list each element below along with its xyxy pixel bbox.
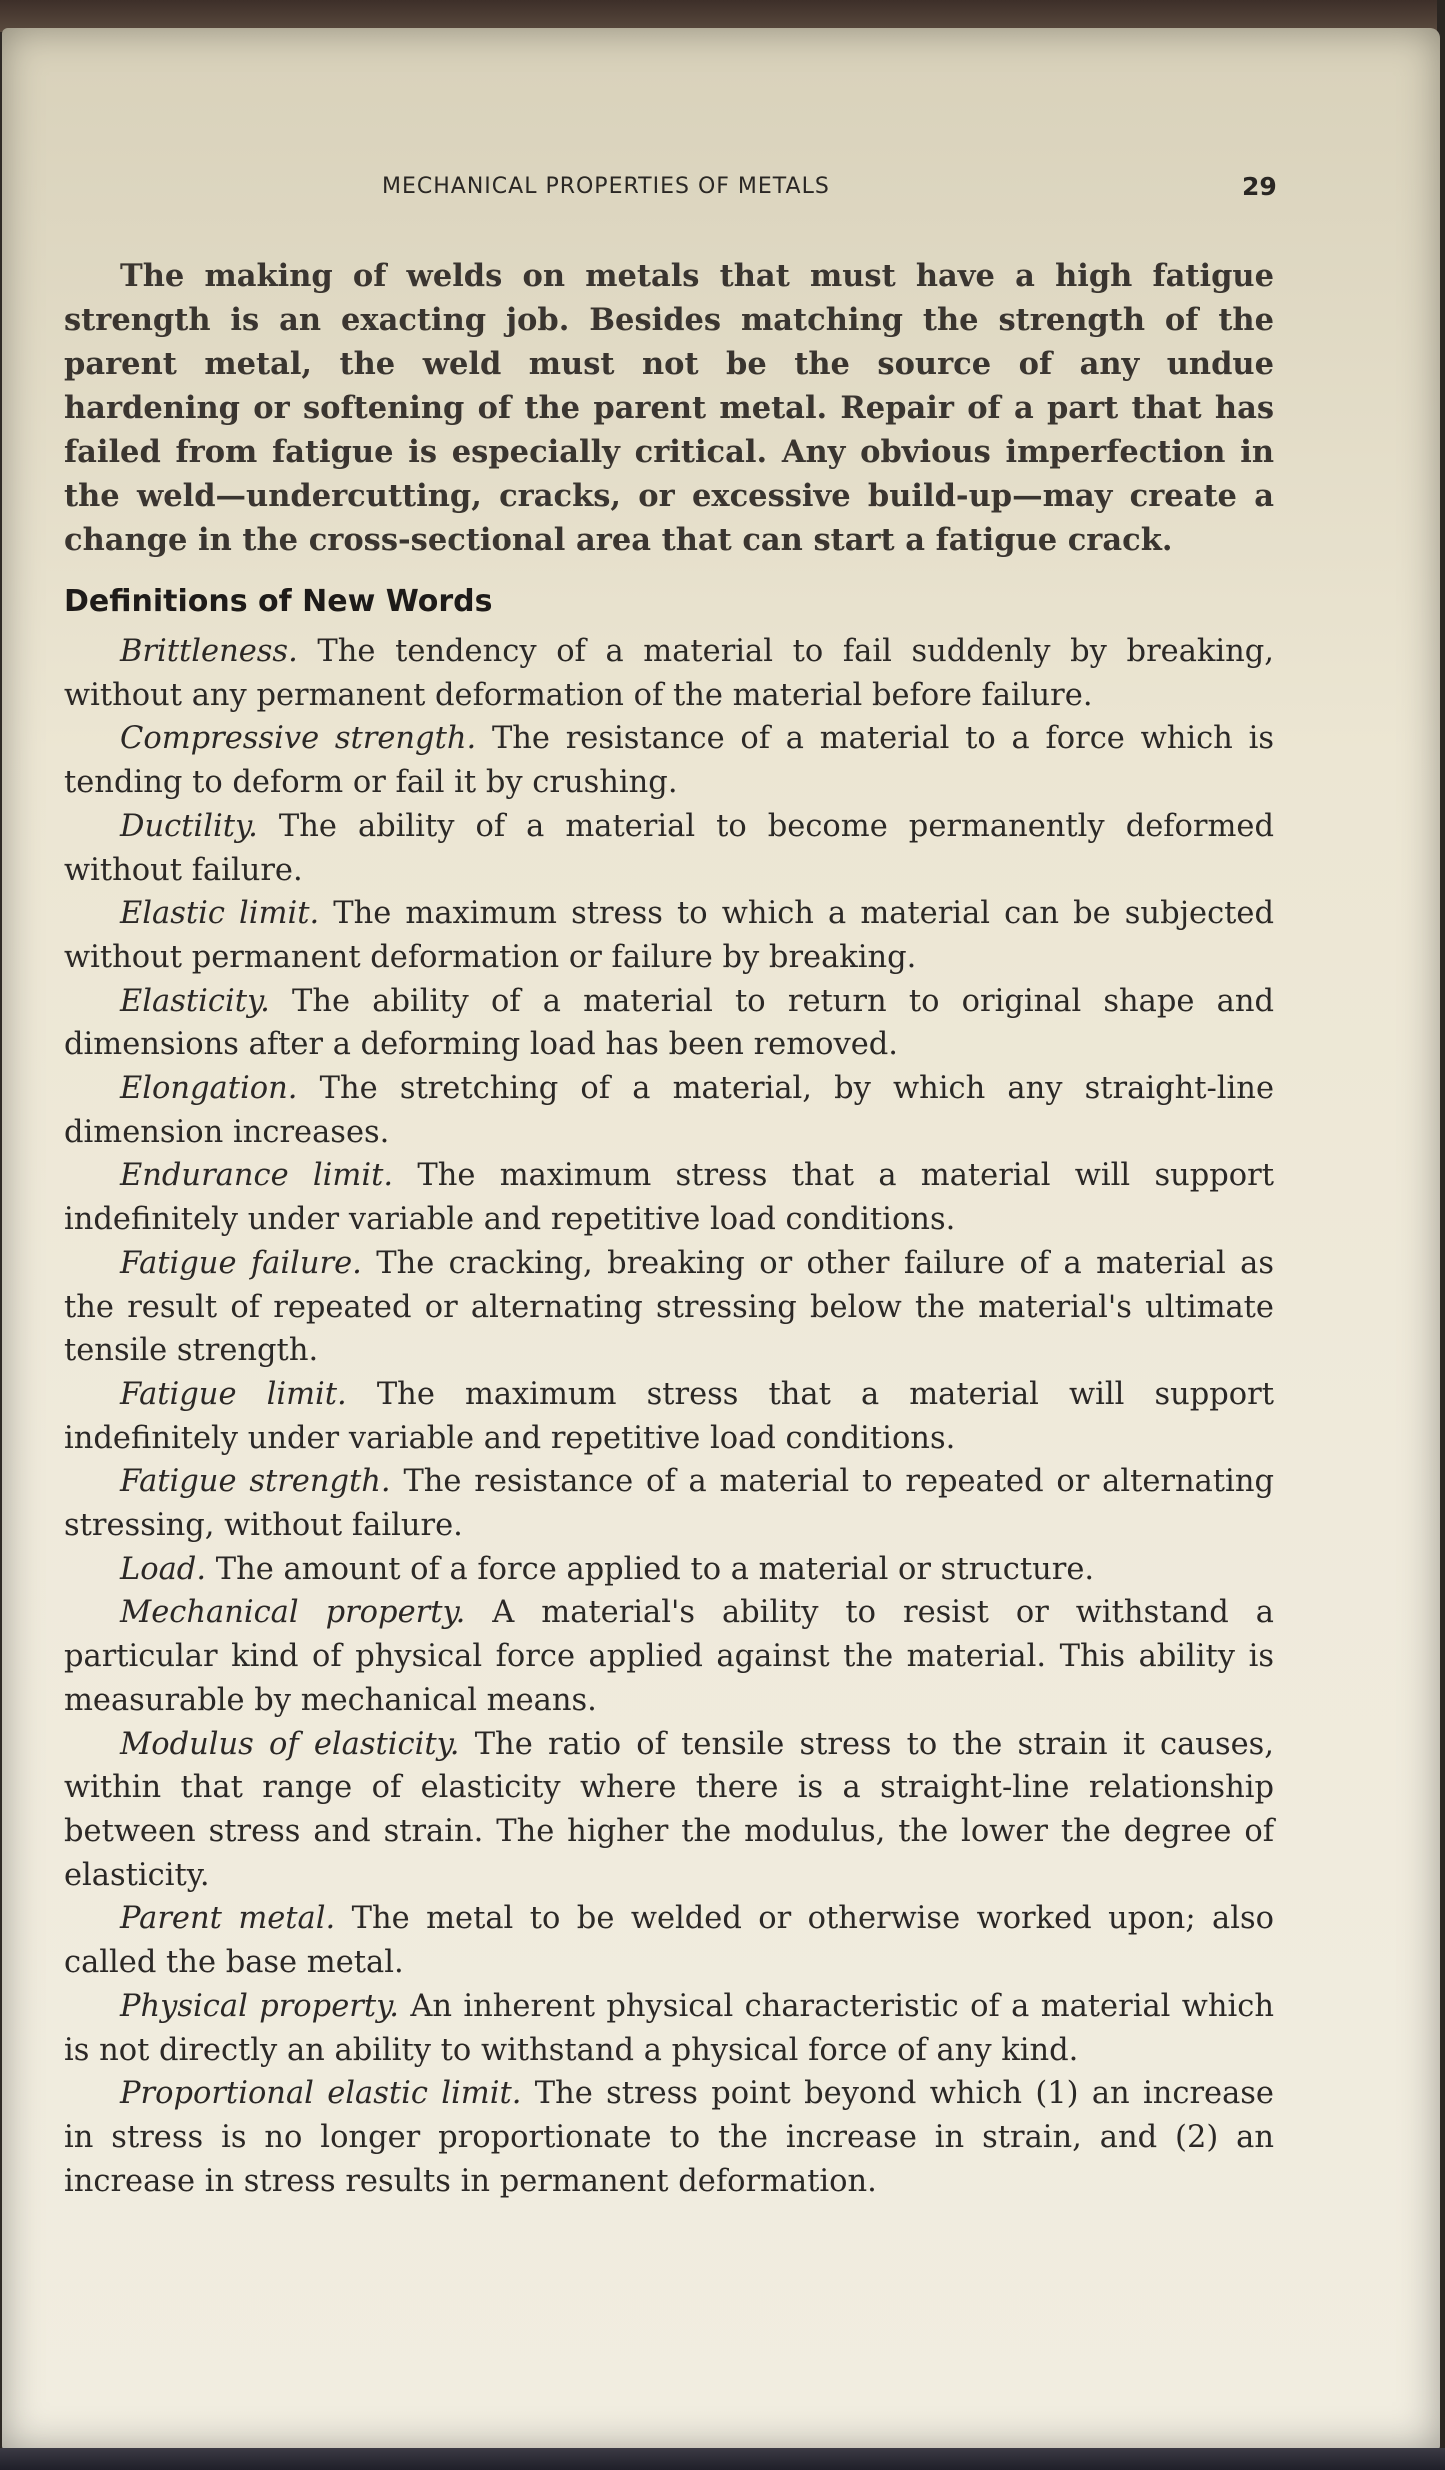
page-number: 29 [1242,172,1277,201]
definition-text: The stretching of a material, by which any straight-line dimension increases. [64,1071,1275,1150]
definition-text: The resistance of a material to repeated or alternating stressing, without failure. [64,1464,1274,1544]
definition-term: Elastic limit. [120,896,320,932]
definition-fatigue-failure [64,1242,1274,1373]
definition-text: The maximum stress to which a material can be subjected without permanent deformation or failure by breaking. [64,896,1275,975]
running-title: MECHANICAL PROPERTIES OF METALS [382,174,830,199]
definition-text: The ratio of tensile stress to the strain it causes, within that range of elasticity where there is a straight-line relationship between stress and strain. The higher the modulus, the lower the degree of elasticity. [64,1726,1274,1893]
definition-text: The ability of a material to become permanently deformed without failure. [64,808,1274,888]
definition-term: Modulus of elasticity. [120,1726,460,1762]
definition-term: Elasticity. [120,983,270,1019]
definition-term: Load. [120,1551,207,1587]
section-heading: Definitions of New Words [64,584,493,619]
definition-text: The cracking, breaking or other failure of a material as the result of repeated or alternating stressing below the material's ultimate tensile strength. [64,1245,1274,1369]
definition-term: Fatigue limit. [120,1376,347,1412]
book-page [2,28,1440,2450]
definition-endurance-limit [64,1154,1274,1241]
definition-load [64,1548,1274,1592]
definition-parent-metal [64,1897,1274,1984]
definitions-list [64,630,1274,2203]
definition-elastic-limit [64,892,1274,979]
definition-text: An inherent physical characteristic of a material which is not directly an ability to withstand a physical force of any kind. [64,1988,1274,2068]
definition-fatigue-limit [64,1373,1274,1460]
definition-text: The resistance of a material to a force which is tending to deform or fail it by crushing. [64,721,1274,801]
definition-term: Endurance limit. [120,1158,394,1194]
intro-paragraph: The making of welds on metals that must have a high fatigue strength is an exacting job. Besides matching the strength of the parent metal, the weld must not be the source of any undue hardening or softening of the parent metal. Repair of a part that has failed from fatigue is especially critical. Any obvious imperfection in the weld—undercutting, cracks, or excessive build-up—may create a change in the cross-sectional area that can start a fatigue crack. [64,258,1274,558]
definition-term: Ductility. [120,808,258,844]
definition-ductility [64,805,1274,892]
definition-text: The maximum stress that a material will support indefinitely under variable and repetitive load conditions. [64,1376,1274,1456]
definition-modulus-of-elasticity [64,1723,1274,1898]
definition-text: The amount of a force applied to a material or structure. [215,1551,1095,1587]
definition-term: Fatigue failure. [120,1245,362,1281]
definition-text: The metal to be welded or otherwise worked upon; also called the base metal. [64,1901,1274,1981]
definition-elasticity [64,980,1274,1067]
definition-mechanical-property [64,1591,1274,1722]
definition-compressive-strength [64,717,1274,804]
definition-term: Proportional elastic limit. [120,2076,522,2112]
definition-elongation [64,1067,1274,1154]
definition-brittleness [64,630,1274,717]
definition-term: Physical property. [120,1988,399,2024]
definition-proportional-elastic-limit [64,2072,1274,2203]
definition-term: Brittleness. [120,634,298,669]
definition-physical-property [64,1985,1274,2072]
definition-term: Parent metal. [120,1901,336,1937]
definition-fatigue-strength [64,1460,1274,1547]
definition-text: The tendency of a material to fail suddenly by breaking, without any permanent deformation of the material before failure. [64,634,1274,713]
definition-term: Elongation. [120,1071,298,1107]
page-body [64,254,1274,2203]
definition-text: A material's ability to resist or withstand a particular kind of physical force applied against the material. This ability is measurable by mechanical means. [64,1595,1274,1718]
definition-term: Mechanical property. [120,1595,466,1631]
definition-text: The maximum stress that a material will support indefinitely under variable and repetitive load conditions. [64,1158,1275,1238]
definition-text: The ability of a material to return to original shape and dimensions after a deforming load has been removed. [64,983,1274,1063]
definition-term: Fatigue strength. [120,1464,391,1500]
background-bottom-edge [0,2448,1445,2470]
definition-text: The stress point beyond which (1) an increase in stress is no longer proportionate to the increase in strain, and (2) an increase in stress results in permanent deformation. [64,2076,1274,2199]
definition-term: Compressive strength. [120,721,477,757]
